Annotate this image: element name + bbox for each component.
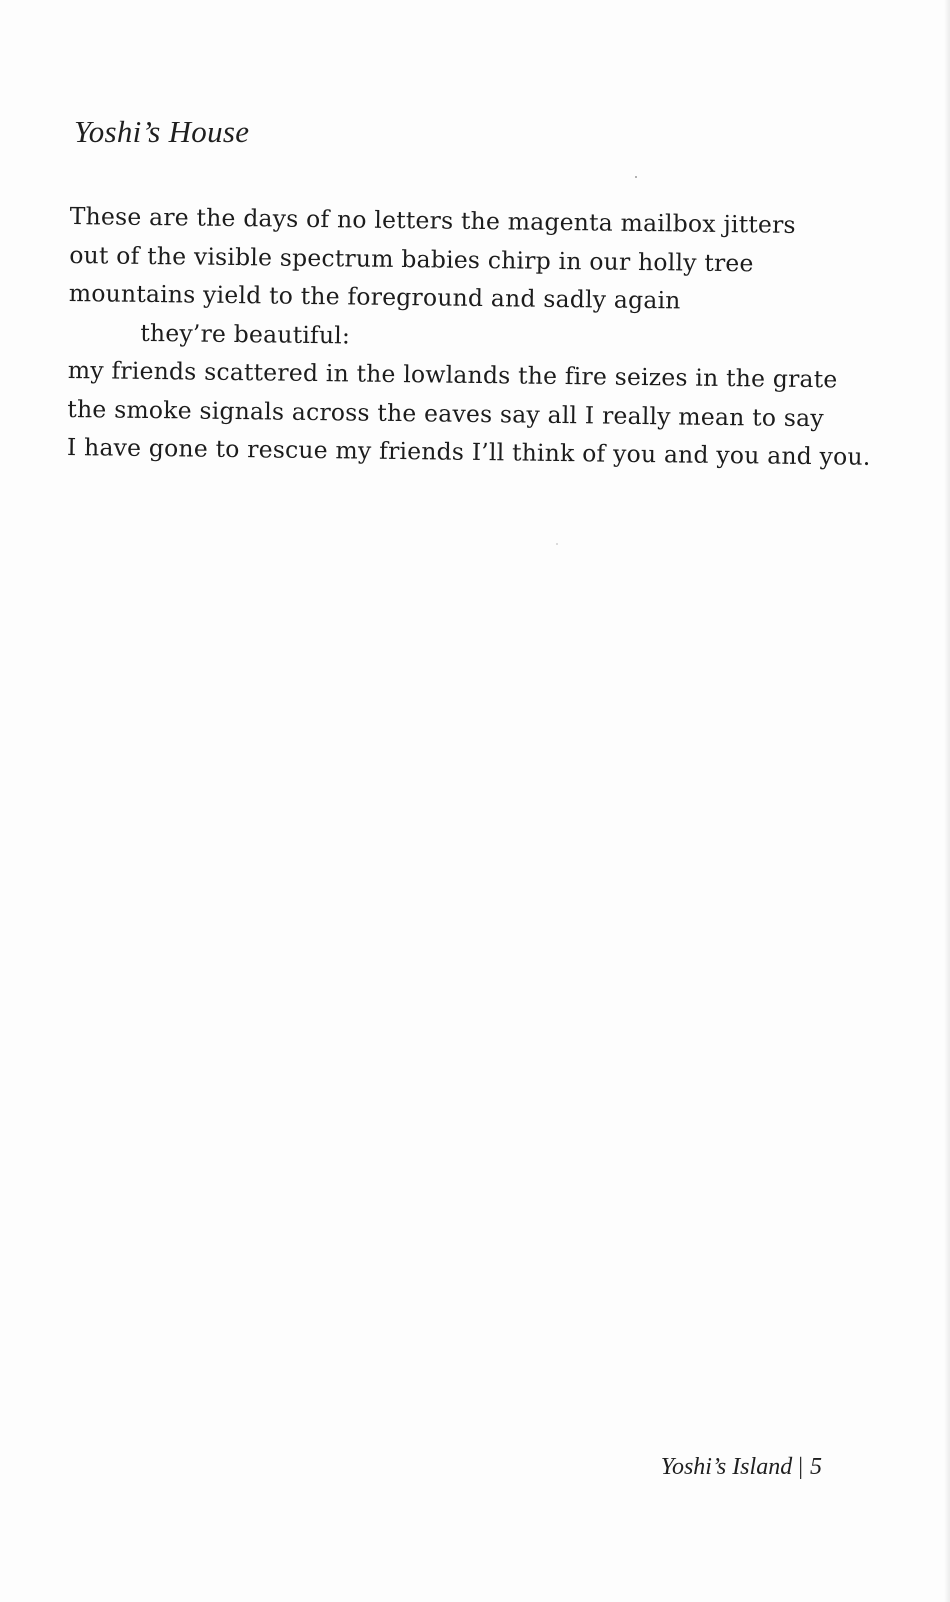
scan-speck [635,176,637,178]
running-footer [661,1454,822,1481]
poem-line: mountains yield to the foreground and sadly again [68,278,681,315]
scan-speck [556,543,558,545]
footer-separator: | [798,1454,803,1480]
poem-title: Yoshi’s House [74,114,250,149]
page-number: 5 [810,1454,822,1480]
poem-line: out of the visible spectrum babies chirp in our holly tree [69,240,754,277]
poem-body [67,197,890,476]
poem-line: the smoke signals across the eaves say all I really mean to say [67,394,824,432]
poem-line-indented: they’re beautiful: [140,318,351,349]
page-edge-shadow [944,0,950,1602]
poem-line: my friends scattered in the lowlands the fire seizes in the grate [67,355,838,394]
poem-line: I have gone to rescue my friends I’ll think of you and you and you. [66,432,871,471]
poem-line: These are the days of no letters the magenta mailbox jitters [69,201,796,239]
footer-book-title: Yoshi’s Island [660,1454,793,1480]
